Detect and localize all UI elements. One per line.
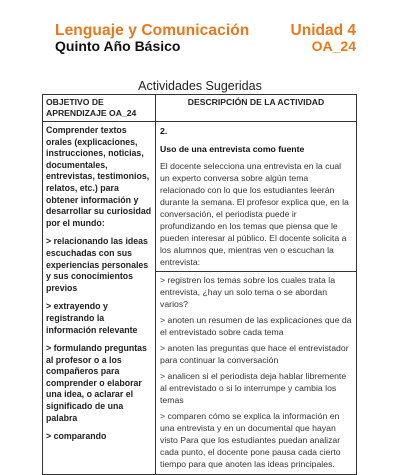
objective-point: > formulando preguntas al profesor o a los compañeros para comprender o elaborar una idea, o aclarar el significado de una palabra: [46, 343, 147, 423]
activity-point: > anoten un resumen de las explicaciones que da el entrevistado sobre cada tema: [160, 315, 352, 337]
unit-label: Unidad 4: [290, 22, 356, 39]
table-row: [43, 122, 357, 475]
objective-point: > comparando: [46, 431, 107, 442]
description-cell: [156, 122, 357, 475]
activity-number: 2.: [160, 126, 168, 136]
activity-point: > comparen cómo se explica la información en una entrevista y en un documental que hayan visto Para que los estudiantes puedan analizar cada punto, el docente pone pausa cada cierto tiempo para que anoten las ideas principales.: [160, 411, 341, 469]
activity-title: Uso de una entrevista como fuente: [160, 144, 305, 154]
objective-column-header: OBJETIVO DE APRENDIZAJE OA_24: [43, 95, 156, 122]
objective-point: > relacionando las ideas escuchadas con sus experiencias personales y sus conocimientos previos: [46, 236, 149, 293]
activity-point: > analicen si el periodista deja hablar libremente al entrevistado o si lo interrumpe y cambia los temas: [160, 371, 347, 405]
activity-point: > registren los temas sobre los cuales trata la entrevista, ¿hay un solo tema o se abordan varios?: [160, 275, 336, 309]
objective-point: > extrayendo y registrando la información relevante: [46, 301, 138, 335]
activities-table: [42, 94, 357, 475]
activity-point: > anoten las preguntas que hace el entrevistador para continuar la conversación: [160, 343, 349, 365]
objective-code: OA_24: [311, 38, 356, 54]
table-header-row: [43, 95, 357, 122]
divider: [156, 271, 356, 272]
objective-cell: [43, 122, 156, 475]
subject-title: Lenguaje y Comunicación: [55, 22, 250, 39]
objective-intro: Comprender textos orales (explicaciones, instrucciones, noticias, documentales, entrevistas, testimonios, relatos, etc.) para obtener información y desarrollar su curiosidad por el mundo:: [46, 125, 152, 228]
activity-intro: El docente selecciona una entrevista en la cual un experto conversa sobre algún tema relacionado con lo que los estudiantes leerán durante la semana. El profesor explica que, en la conversación, el periodista puede ir profundizando en los temas que piensa que le pueden interesar al público. El docente solicita a los alumnos que, mientras ven o escuchan la entrevista:: [160, 161, 349, 267]
section-title: Actividades Sugeridas: [138, 79, 262, 93]
description-column-header: DESCRIPCIÓN DE LA ACTIVIDAD: [156, 95, 357, 122]
grade-subtitle: Quinto Año Básico: [55, 38, 181, 54]
